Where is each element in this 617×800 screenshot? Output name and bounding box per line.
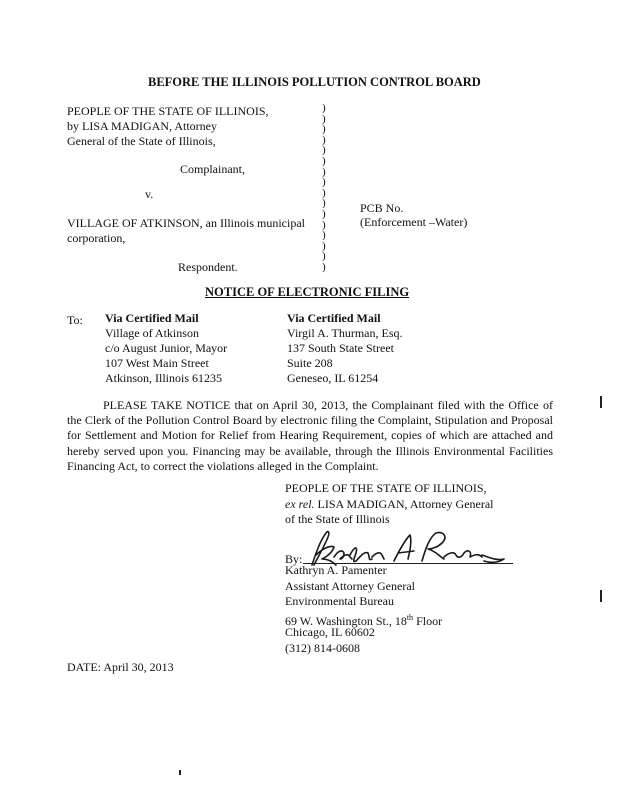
signer-name: Kathryn A. Pamenter — [285, 563, 387, 577]
caption-paren: ) — [322, 207, 326, 220]
caption-paren: ) — [322, 229, 326, 242]
caption-paren: ) — [322, 239, 326, 252]
floor-ordinal-suffix: th — [406, 612, 414, 622]
signer-title: Assistant Attorney General — [285, 578, 415, 593]
caption-paren: ) — [322, 123, 326, 136]
scan-edge-mark — [600, 590, 602, 602]
signer-phone: (312) 814-0608 — [285, 640, 360, 655]
caption-paren: ) — [322, 218, 326, 231]
party-line — [285, 497, 494, 513]
complainant-line: PEOPLE OF THE STATE OF ILLINOIS, — [67, 104, 269, 118]
signer-block — [285, 563, 442, 656]
versus-label: v. — [145, 187, 154, 201]
notice-title: NOTICE OF ELECTRONIC FILING — [205, 285, 410, 299]
address-line: Village of Atkinson — [105, 326, 199, 340]
caption-parenthesis-column — [322, 103, 332, 273]
complainant-caption — [67, 104, 269, 149]
party-line: PEOPLE OF THE STATE OF ILLINOIS, — [285, 481, 487, 495]
delivery-method: Via Certified Mail — [287, 311, 381, 325]
delivery-method: Via Certified Mail — [105, 311, 199, 325]
caption-paren: ) — [322, 102, 326, 114]
caption-paren: ) — [322, 176, 326, 189]
respondent-line: VILLAGE OF ATKINSON, an Illinois municipal — [67, 216, 305, 230]
service-recipient-right — [287, 311, 403, 386]
scan-edge-mark — [600, 396, 602, 408]
respondent-caption — [67, 216, 305, 246]
pcb-number-label: PCB No. — [360, 201, 404, 215]
complainant-line: General of the State of Illinois, — [67, 134, 216, 148]
party-line-rest: LISA MADIGAN, Attorney General — [314, 496, 494, 511]
address-line: Virgil A. Thurman, Esq. — [287, 326, 403, 340]
respondent-line: corporation, — [67, 231, 126, 245]
date-line: DATE: April 30, 2013 — [67, 660, 174, 674]
caption-paren: ) — [322, 260, 326, 273]
ex-rel-italic: ex rel. — [285, 496, 315, 511]
notice-body-paragraph: PLEASE TAKE NOTICE that on April 30, 2013, the Complainant filed with the Office of the Clerk of the Pollution Control Board by electronic filing the Complaint, Stipulation and Proposal for Settlement and Motion for Relief from Hearing Requirement, copies of which are attached and hereby served upon you. Financing may be available, through the Illinois Environmental Facilities Financing Act, to correct the violations alleged in the Complaint. — [67, 398, 553, 473]
respondent-label: Respondent. — [178, 260, 238, 274]
caption-paren: ) — [322, 112, 326, 125]
address-street: 69 W. Washington St., 18 — [285, 613, 407, 628]
document-heading: BEFORE THE ILLINOIS POLLUTION CONTROL BOARD — [148, 75, 481, 89]
caption-paren: ) — [322, 165, 326, 178]
address-line: Geneseo, IL 61254 — [287, 371, 379, 385]
signer-office: Environmental Bureau — [285, 594, 394, 608]
address-line: Suite 208 — [287, 356, 333, 370]
by-label: By: — [285, 552, 303, 566]
party-line: of the State of Illinois — [285, 512, 390, 526]
caption-paren: ) — [322, 144, 326, 157]
address-line: Atkinson, Illinois 61235 — [105, 371, 223, 385]
address-line: 107 West Main Street — [105, 356, 209, 370]
caption-paren: ) — [322, 250, 326, 263]
address-line: 137 South State Street — [287, 341, 394, 355]
complainant-line: by LISA MADIGAN, Attorney — [67, 119, 217, 133]
service-recipient-left — [105, 311, 227, 386]
case-type-label: (Enforcement –Water) — [360, 215, 468, 229]
signer-city: Chicago, IL 60602 — [285, 625, 375, 639]
address-line: c/o August Junior, Mayor — [105, 341, 228, 355]
to-label: To: — [67, 313, 83, 327]
party-block — [285, 481, 494, 528]
complainant-label: Complainant, — [180, 162, 245, 176]
address-floor: Floor — [413, 613, 443, 628]
caption-paren: ) — [322, 133, 326, 146]
caption-paren: ) — [322, 154, 326, 167]
caption-paren: ) — [322, 186, 326, 199]
scan-speck — [179, 770, 181, 775]
caption-paren: ) — [322, 197, 326, 210]
signer-address — [285, 610, 442, 626]
